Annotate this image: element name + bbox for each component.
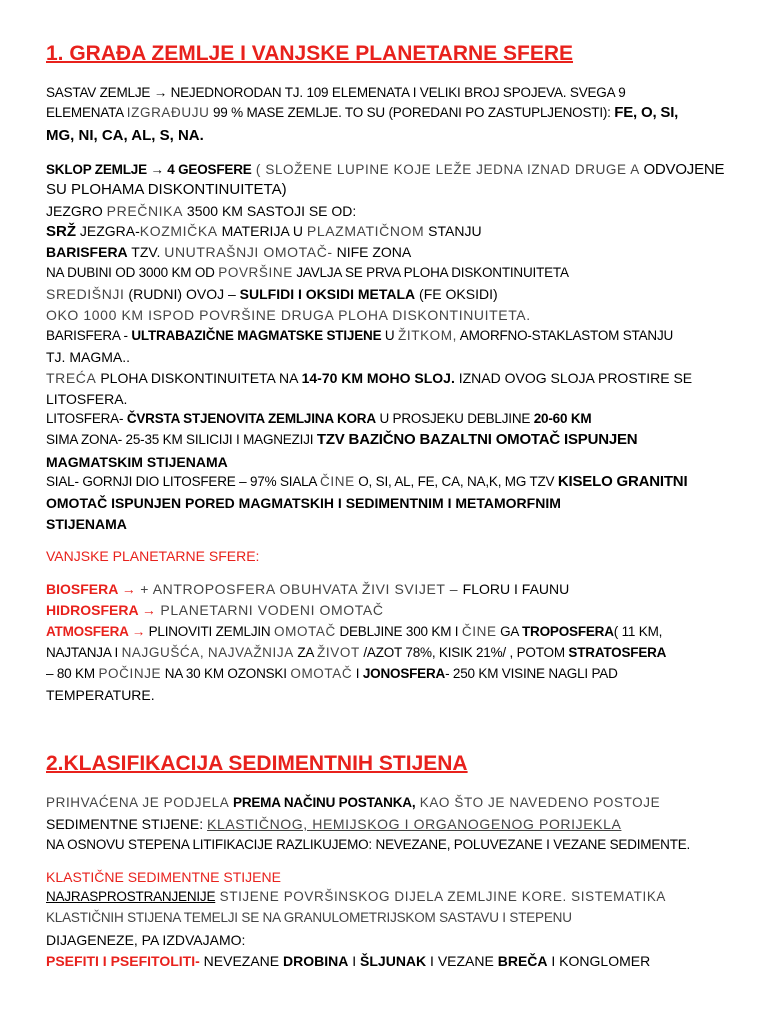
barisfera-ultra-line: BARISFERA - ULTRABAZIČNE MAGMATSKE STIJENE U ŽITKOM, AMORFNO-STAKLASTOM STANJU	[46, 328, 674, 343]
litosfera-word-line: LITOSFERA.	[46, 391, 128, 407]
sima-line: SIMA ZONA- 25-35 KM SILICIJI I MAGNEZIJI TZV BAZIČNO BAZALTNI OMOTAČ ISPUNJEN	[46, 431, 638, 448]
psefiti-line: PSEFITI I PSEFITOLITI- NEVEZANE DROBINA I ŠLJUNAK I VEZANE BREČA I KONGLOMER	[46, 953, 651, 969]
litosfera-line: LITOSFERA- ČVRSTA STJENOVITA ZEMLJINA KORA U PROSJEKU DEBLJINE 20-60 KM	[46, 411, 592, 426]
barisfera-line: BARISFERA TZV. UNUTRAŠNJI OMOTAČ- NIFE ZONA	[46, 244, 412, 260]
biosfera-line: BIOSFERA → + ANTROPOSFERA OBUHVATA ŽIVI SVIJET – FLORU I FAUNU	[46, 581, 570, 597]
prihvacena-line: PRIHVAĆENA JE PODJELA PREMA NAČINU POSTANKA, KAO ŠTO JE NAVEDENO POSTOJE	[46, 795, 661, 810]
najrasprostranjenije-line: NAJRASPROSTRANJENIJE STIJENE POVRŠINSKOG DIJELA ZEMLJINE KORE. SISTEMATIKA	[46, 889, 667, 904]
sedimentne-line: SEDIMENTNE STIJENE: KLASTIČNOG, HEMIJSKOG I ORGANOGENOG PORIJEKLA	[46, 816, 622, 832]
magma-line: TJ. MAGMA..	[46, 349, 130, 365]
litifikacija-line: NA OSNOVU STEPENA LITIFIKACIJE RAZLIKUJEMO: NEVEZANE, POLUVEZANE I VEZANE SEDIMENTE.	[46, 837, 691, 852]
sima-line-2: MAGMATSKIM STIJENAMA	[46, 454, 228, 470]
treca-line: TREĆA PLOHA DISKONTINUITETA NA 14-70 KM MOHO SLOJ. IZNAD OVOG SLOJA PROSTIRE SE	[46, 370, 693, 386]
sklop-line-1: SKLOP ZEMLJE → 4 GEOSFERE ( SLOŽENE LUPINE KOJE LEŽE JEDNA IZNAD DRUGE A ODVOJENE	[46, 161, 725, 178]
atmosfera-line: ATMOSFERA → PLINOVITI ZEMLJIN OMOTAČ DEBLJINE 300 KM I ČINE GA TROPOSFERA( 11 KM,	[46, 624, 663, 639]
atmosfera-line-3: – 80 KM POČINJE NA 30 KM OZONSKI OMOTAČ I JONOSFERA- 250 KM VISINE NAGLI PAD	[46, 666, 618, 681]
sial-line-3: STIJENAMA	[46, 516, 127, 532]
srz-line: SRŽ JEZGRA-KOZMIČKA MATERIJA U PLAZMATIČNOM STANJU	[46, 223, 482, 240]
sastav-line-2: ELEMENATA IZGRAĐUJU 99 % MASE ZEMLJE. TO SU (POREDANI PO ZASTUPLJENOSTI): FE, O, SI,	[46, 104, 679, 121]
sredisnji-line: SREDIŠNJI (RUDNI) OVOJ – SULFIDI I OKSIDI METALA (FE OKSIDI)	[46, 286, 498, 302]
atmosfera-line-2: NAJTANJA I NAJGUŠĆA, NAJVAŽNIJA ZA ŽIVOT /AZOT 78%, KISIK 21%/ , POTOM STRATOSFERA	[46, 645, 667, 660]
dijageneze-line: DIJAGENEZE, PA IZDVAJAMO:	[46, 932, 246, 948]
section-1-heading: 1. GRAĐA ZEMLJE I VANJSKE PLANETARNE SFERE	[46, 42, 574, 65]
jezgro-line: JEZGRO PREČNIKA 3500 KM SASTOJI SE OD:	[46, 203, 357, 219]
sklop-line-2: SU PLOHAMA DISKONTINUITETA)	[46, 181, 287, 198]
klasticne-heading: KLASTIČNE SEDIMENTNE STIJENE	[46, 869, 281, 885]
atmosfera-line-4: TEMPERATURE.	[46, 687, 155, 703]
sastav-line-3: MG, NI, CA, AL, S, NA.	[46, 127, 204, 144]
vanjske-heading: VANJSKE PLANETARNE SFERE:	[46, 548, 260, 564]
sial-line-2: OMOTAČ ISPUNJEN PORED MAGMATSKIH I SEDIMENTNIM I METAMORFNIM	[46, 495, 561, 511]
hidrosfera-line: HIDROSFERA → PLANETARNI VODENI OMOTAČ	[46, 602, 384, 618]
klasticnih-line: KLASTIČNIH STIJENA TEMELJI SE NA GRANULOMETRIJSKOM SASTAVU I STEPENU	[46, 910, 572, 925]
sial-line: SIAL- GORNJI DIO LITOSFERE – 97% SIALA ČINE O, SI, AL, FE, CA, NA,K, MG TZV KISELO GRANITNI	[46, 473, 688, 490]
section-2-heading: 2.KLASIFIKACIJA SEDIMENTNIH STIJENA	[46, 752, 468, 775]
oko-1000-line: OKO 1000 KM ISPOD POVRŠINE DRUGA PLOHA DISKONTINUITETA.	[46, 307, 531, 323]
dubina-line: NA DUBINI OD 3000 KM OD POVRŠINE JAVLJA SE PRVA PLOHA DISKONTINUITETA	[46, 265, 569, 280]
sastav-line-1: SASTAV ZEMLJE → NEJEDNORODAN TJ. 109 ELEMENATA I VELIKI BROJ SPOJEVA. SVEGA 9	[46, 85, 626, 100]
